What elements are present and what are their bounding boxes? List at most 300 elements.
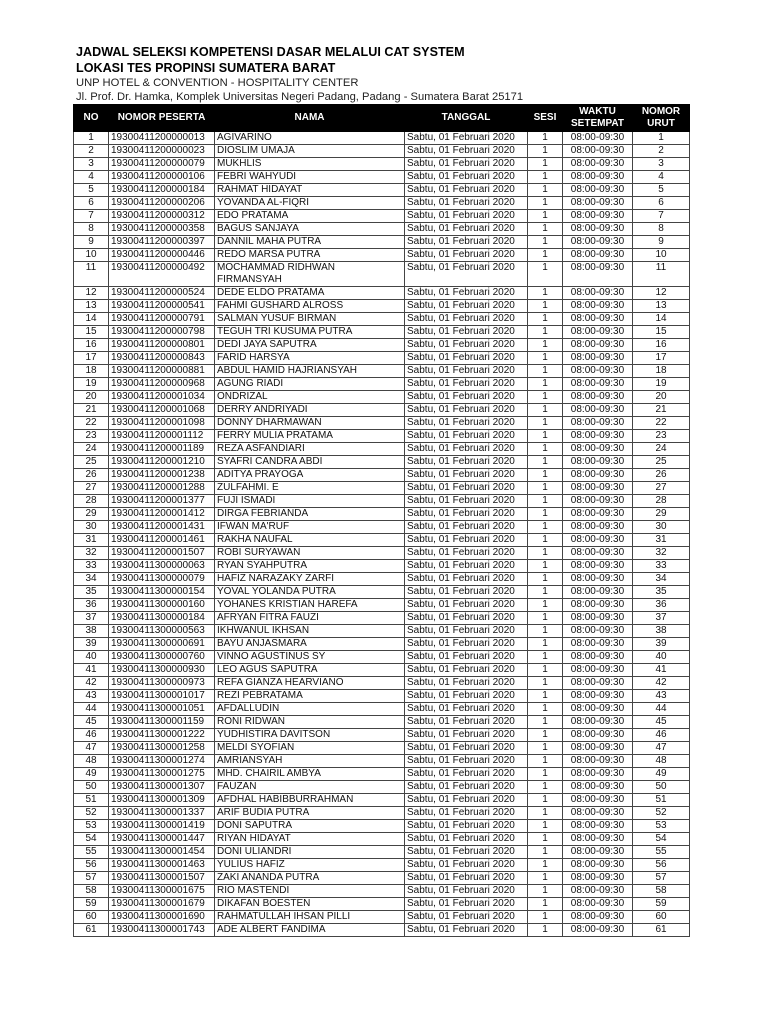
- cell-tanggal: Sabtu, 01 Februari 2020: [405, 417, 528, 430]
- cell-nomor-urut: 57: [633, 872, 690, 885]
- cell-nomor-peserta: 19300411300000973: [109, 677, 215, 690]
- cell-nomor-peserta: 19300411200000791: [109, 313, 215, 326]
- cell-tanggal: Sabtu, 01 Februari 2020: [405, 885, 528, 898]
- cell-tanggal: Sabtu, 01 Februari 2020: [405, 171, 528, 184]
- table-row: [74, 482, 690, 495]
- cell-nama: ZAKI ANANDA PUTRA: [215, 872, 405, 885]
- cell-tanggal: Sabtu, 01 Februari 2020: [405, 547, 528, 560]
- cell-no: 11: [74, 262, 109, 287]
- cell-sesi: 1: [528, 521, 563, 534]
- cell-waktu: 08:00-09:30: [563, 846, 633, 859]
- cell-sesi: 1: [528, 599, 563, 612]
- cell-nama: FAHMI GUSHARD ALROSS: [215, 300, 405, 313]
- cell-sesi: 1: [528, 742, 563, 755]
- cell-nomor-urut: 39: [633, 638, 690, 651]
- cell-nomor-peserta: 19300411200000843: [109, 352, 215, 365]
- table-row: [74, 456, 690, 469]
- cell-nomor-peserta: 19300411300000184: [109, 612, 215, 625]
- cell-sesi: 1: [528, 560, 563, 573]
- cell-nama: HAFIZ NARAZAKY ZARFI: [215, 573, 405, 586]
- cell-tanggal: Sabtu, 01 Februari 2020: [405, 456, 528, 469]
- table-row: [74, 560, 690, 573]
- cell-waktu: 08:00-09:30: [563, 755, 633, 768]
- cell-no: 18: [74, 365, 109, 378]
- cell-no: 28: [74, 495, 109, 508]
- cell-tanggal: Sabtu, 01 Februari 2020: [405, 599, 528, 612]
- cell-nomor-peserta: 19300411200001431: [109, 521, 215, 534]
- table-row: [74, 521, 690, 534]
- cell-nomor-urut: 26: [633, 469, 690, 482]
- cell-no: 45: [74, 716, 109, 729]
- table-row: [74, 236, 690, 249]
- cell-waktu: 08:00-09:30: [563, 690, 633, 703]
- cell-waktu: 08:00-09:30: [563, 651, 633, 664]
- cell-sesi: 1: [528, 391, 563, 404]
- cell-nomor-urut: 4: [633, 171, 690, 184]
- cell-tanggal: Sabtu, 01 Februari 2020: [405, 249, 528, 262]
- cell-nomor-urut: 44: [633, 703, 690, 716]
- cell-waktu: 08:00-09:30: [563, 885, 633, 898]
- cell-waktu: 08:00-09:30: [563, 898, 633, 911]
- cell-nomor-urut: 23: [633, 430, 690, 443]
- cell-nomor-peserta: 19300411200001034: [109, 391, 215, 404]
- cell-tanggal: Sabtu, 01 Februari 2020: [405, 859, 528, 872]
- cell-tanggal: Sabtu, 01 Februari 2020: [405, 313, 528, 326]
- cell-nomor-peserta: 19300411200001098: [109, 417, 215, 430]
- cell-nomor-peserta: 19300411200001112: [109, 430, 215, 443]
- cell-nomor-urut: 46: [633, 729, 690, 742]
- table-row: [74, 625, 690, 638]
- schedule-table: [73, 104, 690, 937]
- cell-tanggal: Sabtu, 01 Februari 2020: [405, 132, 528, 145]
- cell-waktu: 08:00-09:30: [563, 547, 633, 560]
- cell-nomor-urut: 5: [633, 184, 690, 197]
- table-row: [74, 547, 690, 560]
- cell-nomor-peserta: 19300411300000760: [109, 651, 215, 664]
- cell-no: 42: [74, 677, 109, 690]
- cell-nomor-peserta: 19300411300001507: [109, 872, 215, 885]
- cell-nama: MOCHAMMAD RIDHWAN FIRMANSYAH: [215, 262, 405, 287]
- cell-nama: REZA ASFANDIARI: [215, 443, 405, 456]
- cell-nomor-peserta: 19300411200001412: [109, 508, 215, 521]
- table-row: [74, 508, 690, 521]
- cell-sesi: 1: [528, 690, 563, 703]
- cell-tanggal: Sabtu, 01 Februari 2020: [405, 145, 528, 158]
- cell-nomor-urut: 43: [633, 690, 690, 703]
- cell-sesi: 1: [528, 612, 563, 625]
- table-row: [74, 599, 690, 612]
- table-row: [74, 742, 690, 755]
- cell-nomor-peserta: 19300411300001690: [109, 911, 215, 924]
- cell-waktu: 08:00-09:30: [563, 716, 633, 729]
- address-line: Jl. Prof. Dr. Hamka, Komplek Universitas Negeri Padang, Padang - Sumatera Barat 25171: [76, 91, 524, 103]
- cell-nomor-urut: 36: [633, 599, 690, 612]
- cell-nama: FERRY MULIA PRATAMA: [215, 430, 405, 443]
- cell-waktu: 08:00-09:30: [563, 677, 633, 690]
- table-row: [74, 638, 690, 651]
- cell-nomor-peserta: 19300411300001275: [109, 768, 215, 781]
- title-line-2: LOKASI TES PROPINSI SUMATERA BARAT: [76, 61, 336, 75]
- cell-tanggal: Sabtu, 01 Februari 2020: [405, 612, 528, 625]
- cell-tanggal: Sabtu, 01 Februari 2020: [405, 339, 528, 352]
- cell-nama: RAHMATULLAH IHSAN PILLI: [215, 911, 405, 924]
- cell-nama: FAUZAN: [215, 781, 405, 794]
- cell-nomor-urut: 6: [633, 197, 690, 210]
- cell-waktu: 08:00-09:30: [563, 612, 633, 625]
- table-row: [74, 781, 690, 794]
- cell-nomor-urut: 10: [633, 249, 690, 262]
- cell-no: 58: [74, 885, 109, 898]
- cell-nomor-urut: 60: [633, 911, 690, 924]
- cell-sesi: 1: [528, 417, 563, 430]
- cell-waktu: 08:00-09:30: [563, 391, 633, 404]
- table-row: [74, 223, 690, 236]
- cell-waktu: 08:00-09:30: [563, 249, 633, 262]
- cell-sesi: 1: [528, 326, 563, 339]
- cell-nama: EDO PRATAMA: [215, 210, 405, 223]
- cell-no: 21: [74, 404, 109, 417]
- cell-nama: ROBI SURYAWAN: [215, 547, 405, 560]
- cell-no: 36: [74, 599, 109, 612]
- table-row: [74, 391, 690, 404]
- table-header-row: [74, 105, 690, 132]
- cell-nomor-urut: 15: [633, 326, 690, 339]
- cell-sesi: 1: [528, 184, 563, 197]
- table-row: [74, 820, 690, 833]
- cell-nomor-peserta: 19300411200000206: [109, 197, 215, 210]
- cell-sesi: 1: [528, 794, 563, 807]
- cell-sesi: 1: [528, 898, 563, 911]
- table-row: [74, 339, 690, 352]
- cell-sesi: 1: [528, 495, 563, 508]
- table-row: [74, 651, 690, 664]
- table-row: [74, 846, 690, 859]
- cell-no: 7: [74, 210, 109, 223]
- cell-no: 15: [74, 326, 109, 339]
- cell-sesi: 1: [528, 651, 563, 664]
- cell-tanggal: Sabtu, 01 Februari 2020: [405, 391, 528, 404]
- cell-sesi: 1: [528, 625, 563, 638]
- table-row: [74, 716, 690, 729]
- cell-nomor-urut: 9: [633, 236, 690, 249]
- cell-sesi: 1: [528, 638, 563, 651]
- cell-waktu: 08:00-09:30: [563, 378, 633, 391]
- table-row: [74, 287, 690, 300]
- cell-tanggal: Sabtu, 01 Februari 2020: [405, 184, 528, 197]
- cell-nomor-peserta: 19300411200001461: [109, 534, 215, 547]
- cell-sesi: 1: [528, 547, 563, 560]
- cell-nomor-peserta: 19300411200001189: [109, 443, 215, 456]
- table-row: [74, 262, 690, 287]
- table-row: [74, 885, 690, 898]
- cell-no: 16: [74, 339, 109, 352]
- cell-tanggal: Sabtu, 01 Februari 2020: [405, 872, 528, 885]
- cell-waktu: 08:00-09:30: [563, 158, 633, 171]
- table-row: [74, 184, 690, 197]
- cell-nomor-peserta: 19300411300001307: [109, 781, 215, 794]
- cell-nama: ONDRIZAL: [215, 391, 405, 404]
- cell-tanggal: Sabtu, 01 Februari 2020: [405, 352, 528, 365]
- cell-no: 3: [74, 158, 109, 171]
- table-row: [74, 495, 690, 508]
- cell-no: 1: [74, 132, 109, 145]
- document-header: [76, 44, 716, 104]
- cell-nomor-peserta: 19300411300001222: [109, 729, 215, 742]
- cell-no: 9: [74, 236, 109, 249]
- cell-nomor-urut: 31: [633, 534, 690, 547]
- cell-tanggal: Sabtu, 01 Februari 2020: [405, 703, 528, 716]
- cell-no: 19: [74, 378, 109, 391]
- cell-waktu: 08:00-09:30: [563, 599, 633, 612]
- cell-waktu: 08:00-09:30: [563, 171, 633, 184]
- cell-nomor-urut: 52: [633, 807, 690, 820]
- cell-sesi: 1: [528, 846, 563, 859]
- cell-nama: AFRYAN FITRA FAUZI: [215, 612, 405, 625]
- cell-nomor-urut: 28: [633, 495, 690, 508]
- table-row: [74, 469, 690, 482]
- cell-nomor-peserta: 19300411300001454: [109, 846, 215, 859]
- cell-waktu: 08:00-09:30: [563, 352, 633, 365]
- cell-sesi: 1: [528, 573, 563, 586]
- cell-nomor-urut: 11: [633, 262, 690, 287]
- cell-waktu: 08:00-09:30: [563, 872, 633, 885]
- cell-nomor-urut: 21: [633, 404, 690, 417]
- cell-nomor-peserta: 19300411200000968: [109, 378, 215, 391]
- table-row: [74, 573, 690, 586]
- cell-nomor-peserta: 19300411300001159: [109, 716, 215, 729]
- cell-waktu: 08:00-09:30: [563, 145, 633, 158]
- cell-nomor-urut: 18: [633, 365, 690, 378]
- cell-no: 20: [74, 391, 109, 404]
- cell-nomor-peserta: 19300411300000063: [109, 560, 215, 573]
- table-row: [74, 664, 690, 677]
- cell-nomor-peserta: 19300411300000930: [109, 664, 215, 677]
- cell-waktu: 08:00-09:30: [563, 508, 633, 521]
- cell-waktu: 08:00-09:30: [563, 365, 633, 378]
- cell-no: 23: [74, 430, 109, 443]
- cell-nama: AFDHAL HABIBBURRAHMAN: [215, 794, 405, 807]
- cell-sesi: 1: [528, 755, 563, 768]
- table-row: [74, 404, 690, 417]
- table-row: [74, 158, 690, 171]
- cell-tanggal: Sabtu, 01 Februari 2020: [405, 430, 528, 443]
- cell-sesi: 1: [528, 287, 563, 300]
- table-row: [74, 703, 690, 716]
- cell-nama: DIOSLIM UMAJA: [215, 145, 405, 158]
- cell-nomor-peserta: 19300411300000563: [109, 625, 215, 638]
- cell-tanggal: Sabtu, 01 Februari 2020: [405, 651, 528, 664]
- cell-nomor-urut: 53: [633, 820, 690, 833]
- cell-sesi: 1: [528, 508, 563, 521]
- cell-nomor-urut: 33: [633, 560, 690, 573]
- cell-nama: RIYAN HIDAYAT: [215, 833, 405, 846]
- cell-no: 5: [74, 184, 109, 197]
- cell-nomor-urut: 30: [633, 521, 690, 534]
- table-row: [74, 729, 690, 742]
- col-tanggal: TANGGAL: [405, 105, 528, 132]
- cell-tanggal: Sabtu, 01 Februari 2020: [405, 820, 528, 833]
- title-line-1: JADWAL SELEKSI KOMPETENSI DASAR MELALUI CAT SYSTEM: [76, 45, 465, 59]
- cell-no: 32: [74, 547, 109, 560]
- cell-no: 27: [74, 482, 109, 495]
- cell-nomor-urut: 51: [633, 794, 690, 807]
- cell-nomor-peserta: 19300411200000881: [109, 365, 215, 378]
- col-nomor-peserta: NOMOR PESERTA: [109, 105, 215, 132]
- cell-nomor-peserta: 19300411200000312: [109, 210, 215, 223]
- cell-tanggal: Sabtu, 01 Februari 2020: [405, 729, 528, 742]
- cell-nomor-urut: 1: [633, 132, 690, 145]
- cell-waktu: 08:00-09:30: [563, 534, 633, 547]
- cell-nomor-peserta: 19300411300001419: [109, 820, 215, 833]
- cell-tanggal: Sabtu, 01 Februari 2020: [405, 716, 528, 729]
- cell-tanggal: Sabtu, 01 Februari 2020: [405, 898, 528, 911]
- cell-sesi: 1: [528, 924, 563, 937]
- cell-no: 46: [74, 729, 109, 742]
- cell-nama: SALMAN YUSUF BIRMAN: [215, 313, 405, 326]
- table-row: [74, 768, 690, 781]
- table-row: [74, 911, 690, 924]
- cell-no: 50: [74, 781, 109, 794]
- cell-nomor-urut: 56: [633, 859, 690, 872]
- cell-nama: DONI SAPUTRA: [215, 820, 405, 833]
- cell-waktu: 08:00-09:30: [563, 443, 633, 456]
- cell-tanggal: Sabtu, 01 Februari 2020: [405, 210, 528, 223]
- cell-no: 34: [74, 573, 109, 586]
- cell-nomor-peserta: 19300411200000798: [109, 326, 215, 339]
- cell-nomor-urut: 61: [633, 924, 690, 937]
- cell-waktu: 08:00-09:30: [563, 313, 633, 326]
- cell-tanggal: Sabtu, 01 Februari 2020: [405, 534, 528, 547]
- cell-nomor-peserta: 19300411200000079: [109, 158, 215, 171]
- cell-sesi: 1: [528, 404, 563, 417]
- cell-nomor-peserta: 19300411200000397: [109, 236, 215, 249]
- cell-sesi: 1: [528, 313, 563, 326]
- cell-nama: FEBRI WAHYUDI: [215, 171, 405, 184]
- cell-nomor-urut: 29: [633, 508, 690, 521]
- cell-tanggal: Sabtu, 01 Februari 2020: [405, 508, 528, 521]
- cell-nomor-urut: 7: [633, 210, 690, 223]
- table-row: [74, 300, 690, 313]
- cell-tanggal: Sabtu, 01 Februari 2020: [405, 755, 528, 768]
- cell-nama: YOVAL YOLANDA PUTRA: [215, 586, 405, 599]
- cell-nama: DIRGA FEBRIANDA: [215, 508, 405, 521]
- cell-nomor-urut: 13: [633, 300, 690, 313]
- cell-no: 48: [74, 755, 109, 768]
- cell-nomor-peserta: 19300411200001288: [109, 482, 215, 495]
- cell-sesi: 1: [528, 911, 563, 924]
- cell-nomor-peserta: 19300411200000184: [109, 184, 215, 197]
- table-row: [74, 171, 690, 184]
- cell-tanggal: Sabtu, 01 Februari 2020: [405, 365, 528, 378]
- cell-waktu: 08:00-09:30: [563, 742, 633, 755]
- cell-tanggal: Sabtu, 01 Februari 2020: [405, 262, 528, 287]
- col-no: NO: [74, 105, 109, 132]
- cell-tanggal: Sabtu, 01 Februari 2020: [405, 443, 528, 456]
- cell-nama: DERRY ANDRIYADI: [215, 404, 405, 417]
- table-row: [74, 210, 690, 223]
- cell-nama: VINNO AGUSTINUS SY: [215, 651, 405, 664]
- cell-nomor-peserta: 19300411300001447: [109, 833, 215, 846]
- cell-nomor-peserta: 19300411200000013: [109, 132, 215, 145]
- cell-nama: AGUNG RIADI: [215, 378, 405, 391]
- cell-nomor-peserta: 19300411300001337: [109, 807, 215, 820]
- cell-nomor-peserta: 19300411300001258: [109, 742, 215, 755]
- cell-tanggal: Sabtu, 01 Februari 2020: [405, 781, 528, 794]
- cell-no: 39: [74, 638, 109, 651]
- cell-sesi: 1: [528, 210, 563, 223]
- cell-nama: DEDE ELDO PRATAMA: [215, 287, 405, 300]
- cell-sesi: 1: [528, 534, 563, 547]
- cell-sesi: 1: [528, 158, 563, 171]
- cell-sesi: 1: [528, 885, 563, 898]
- cell-nama: RIO MASTENDI: [215, 885, 405, 898]
- col-sesi: SESI: [528, 105, 563, 132]
- table-row: [74, 313, 690, 326]
- cell-nama: RYAN SYAHPUTRA: [215, 560, 405, 573]
- cell-sesi: 1: [528, 872, 563, 885]
- table-row: [74, 690, 690, 703]
- cell-nama: RONI RIDWAN: [215, 716, 405, 729]
- cell-nomor-peserta: 19300411200000023: [109, 145, 215, 158]
- cell-nomor-urut: 45: [633, 716, 690, 729]
- cell-nomor-peserta: 19300411200001068: [109, 404, 215, 417]
- cell-no: 33: [74, 560, 109, 573]
- cell-sesi: 1: [528, 223, 563, 236]
- table-row: [74, 443, 690, 456]
- cell-nomor-peserta: 19300411200000541: [109, 300, 215, 313]
- cell-no: 47: [74, 742, 109, 755]
- cell-nomor-peserta: 19300411300001309: [109, 794, 215, 807]
- cell-sesi: 1: [528, 300, 563, 313]
- table-row: [74, 833, 690, 846]
- cell-nomor-urut: 22: [633, 417, 690, 430]
- cell-nama: BAYU ANJASMARA: [215, 638, 405, 651]
- cell-no: 53: [74, 820, 109, 833]
- cell-tanggal: Sabtu, 01 Februari 2020: [405, 924, 528, 937]
- cell-nama: ADE ALBERT FANDIMA: [215, 924, 405, 937]
- cell-waktu: 08:00-09:30: [563, 586, 633, 599]
- cell-no: 12: [74, 287, 109, 300]
- cell-tanggal: Sabtu, 01 Februari 2020: [405, 677, 528, 690]
- cell-waktu: 08:00-09:30: [563, 210, 633, 223]
- cell-waktu: 08:00-09:30: [563, 430, 633, 443]
- cell-tanggal: Sabtu, 01 Februari 2020: [405, 690, 528, 703]
- cell-waktu: 08:00-09:30: [563, 664, 633, 677]
- cell-no: 37: [74, 612, 109, 625]
- cell-tanggal: Sabtu, 01 Februari 2020: [405, 158, 528, 171]
- cell-nomor-urut: 20: [633, 391, 690, 404]
- cell-sesi: 1: [528, 859, 563, 872]
- table-row: [74, 898, 690, 911]
- cell-nomor-peserta: 19300411200000106: [109, 171, 215, 184]
- table-row: [74, 352, 690, 365]
- cell-waktu: 08:00-09:30: [563, 729, 633, 742]
- cell-no: 22: [74, 417, 109, 430]
- cell-waktu: 08:00-09:30: [563, 638, 633, 651]
- cell-nomor-urut: 47: [633, 742, 690, 755]
- cell-waktu: 08:00-09:30: [563, 703, 633, 716]
- cell-no: 54: [74, 833, 109, 846]
- cell-sesi: 1: [528, 716, 563, 729]
- cell-nomor-urut: 17: [633, 352, 690, 365]
- cell-tanggal: Sabtu, 01 Februari 2020: [405, 846, 528, 859]
- cell-sesi: 1: [528, 703, 563, 716]
- cell-nama: AFDALLUDIN: [215, 703, 405, 716]
- cell-nama: REDO MARSA PUTRA: [215, 249, 405, 262]
- cell-sesi: 1: [528, 262, 563, 287]
- cell-nomor-urut: 3: [633, 158, 690, 171]
- cell-sesi: 1: [528, 352, 563, 365]
